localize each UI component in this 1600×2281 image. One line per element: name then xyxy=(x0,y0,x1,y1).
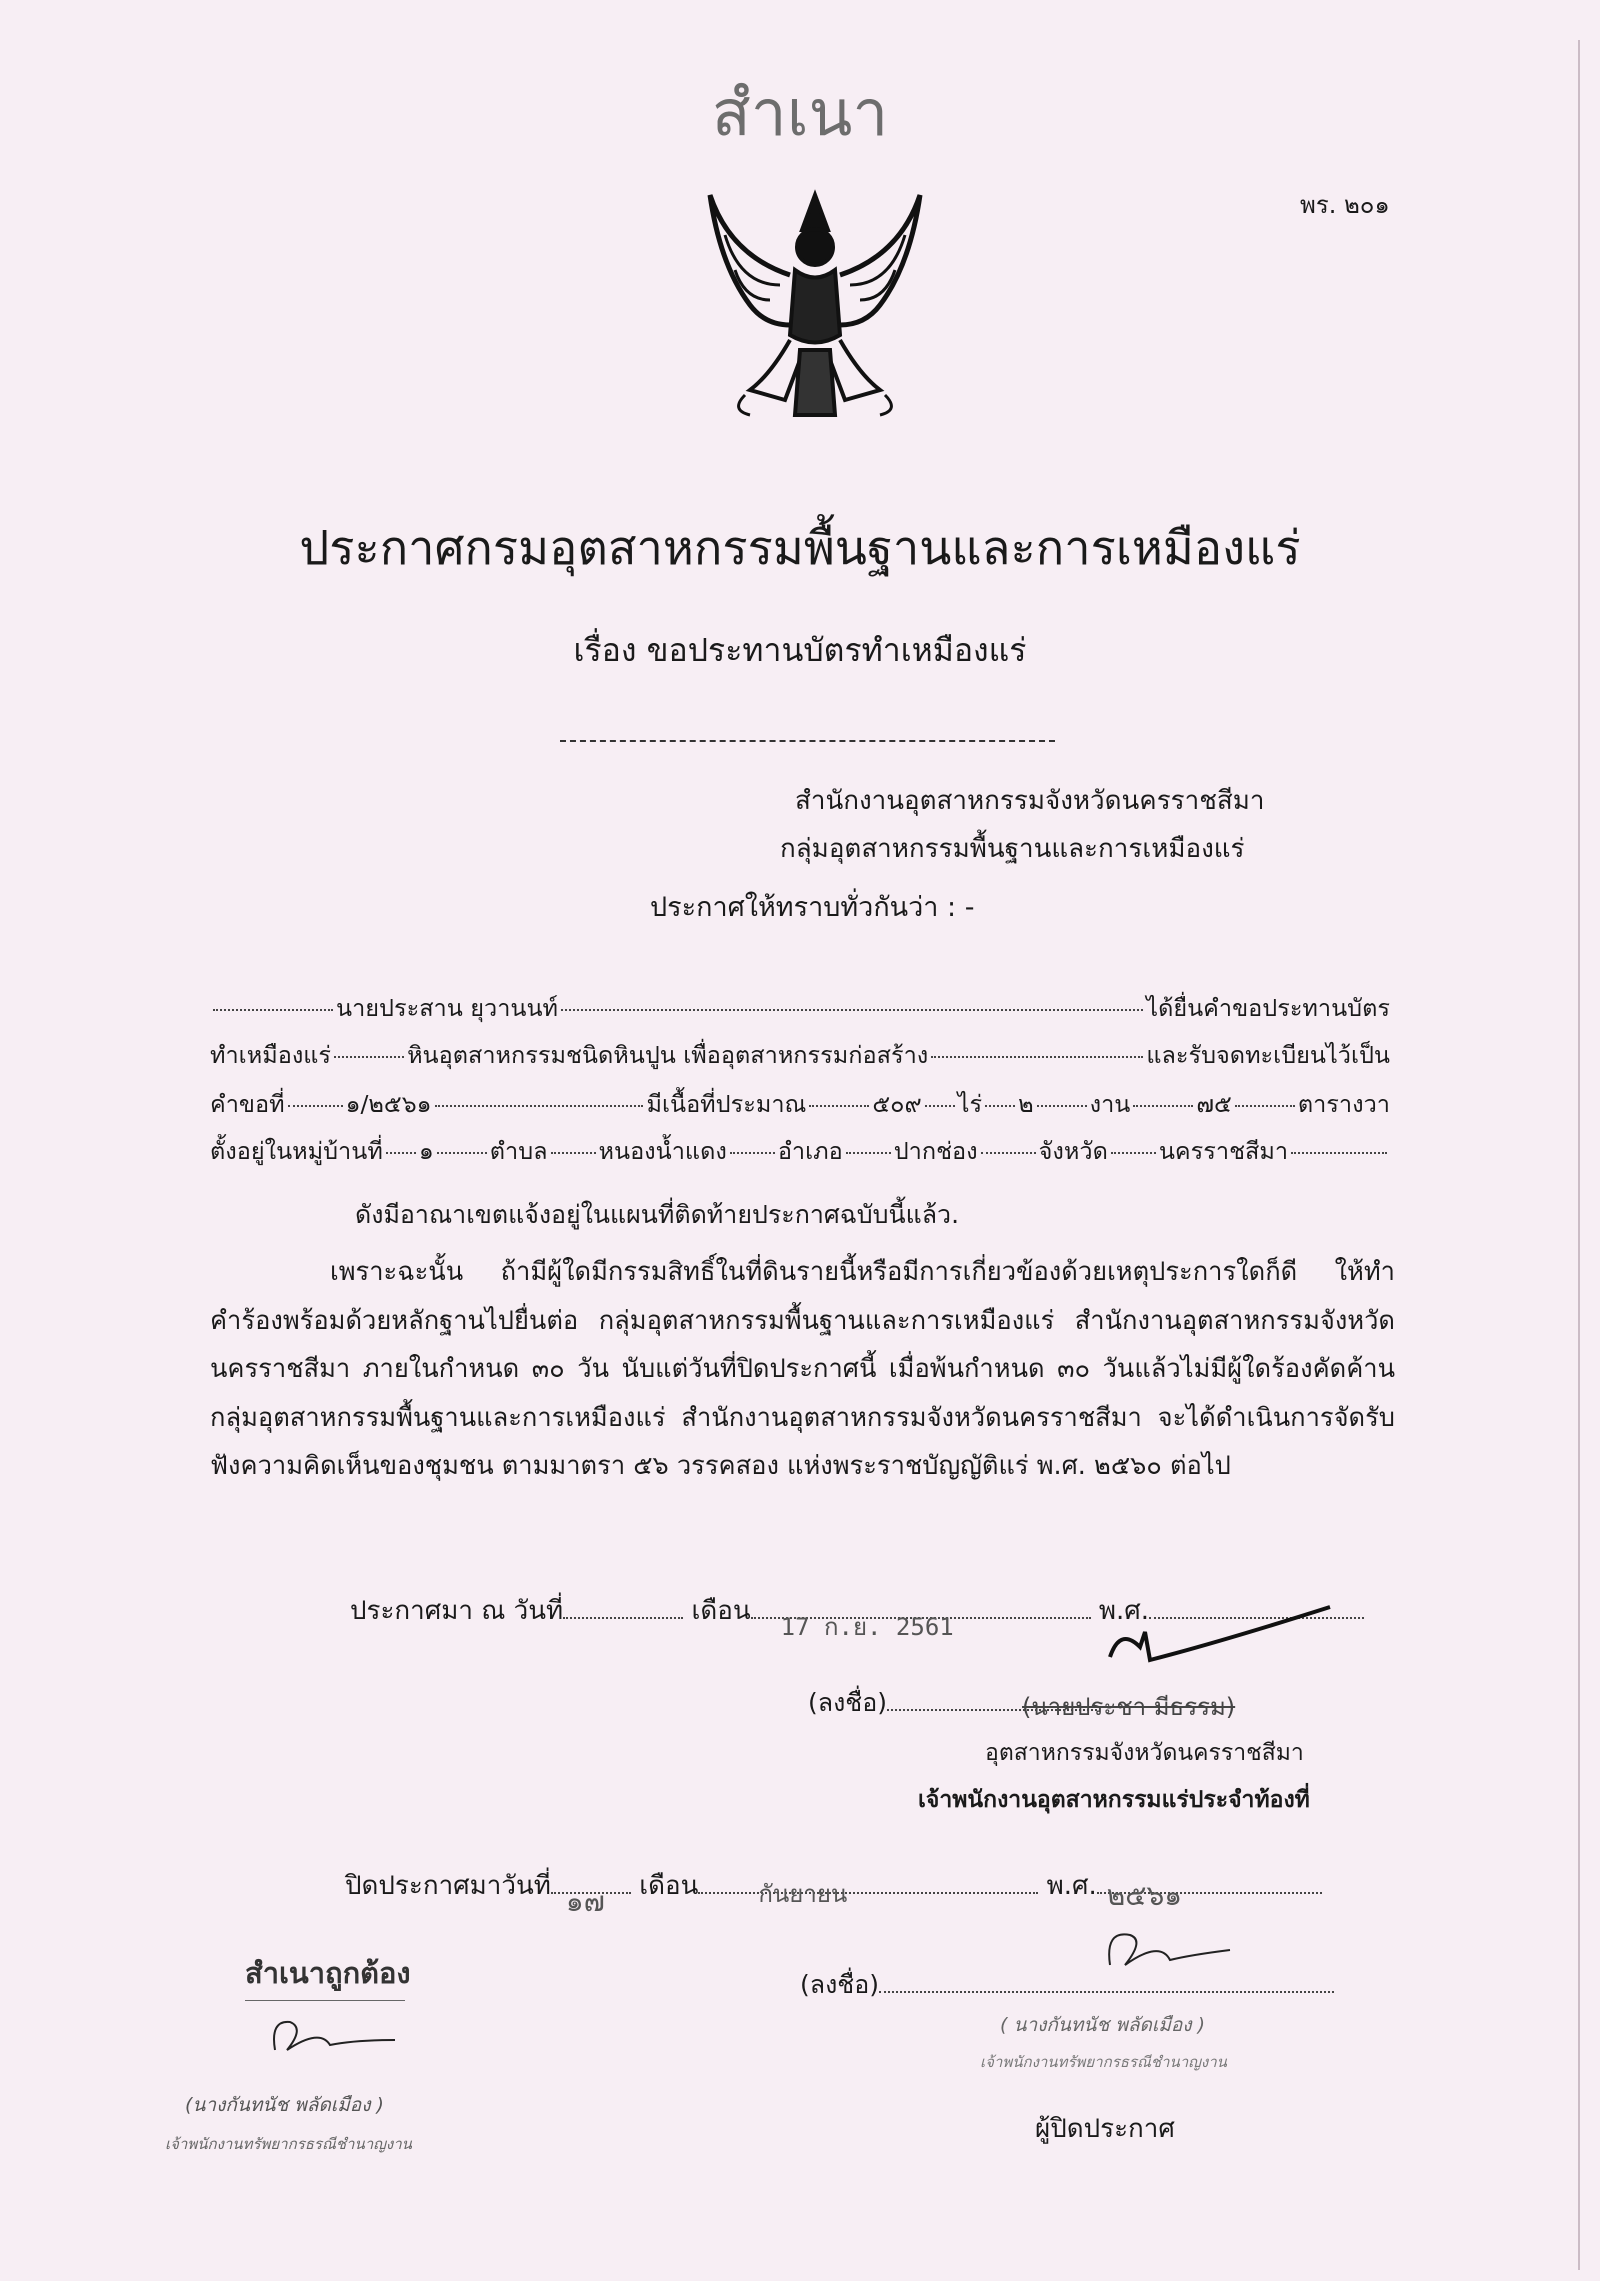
mining-label: ทำเหมืองแร่ xyxy=(210,1041,332,1069)
signature-2-position: เจ้าพนักงานทรัพยากรธรณีชำนาญงาน xyxy=(980,2053,1227,2071)
district-label: อำเภอ xyxy=(777,1137,843,1165)
signature-1-label: (ลงชื่อ) xyxy=(808,1688,888,1717)
mineral-type: หินอุตสาหกรรมชนิดหินปูน เพื่ออุตสาหกรรมก่อสร้าง xyxy=(407,1041,929,1069)
signature-2-line xyxy=(800,1965,1334,2005)
map-note: ดังมีอาณาเขตแจ้งอยู่ในแผนที่ติดท้ายประกาศฉบับนี้แล้ว. xyxy=(355,1200,960,1229)
signature-1-mark xyxy=(1100,1602,1340,1672)
office-line-1: สำนักงานอุตสาหกรรมจังหวัดนครราชสีมา xyxy=(795,786,1265,816)
certification-position: เจ้าพนักงานทรัพยากรธรณีชำนาญงาน xyxy=(165,2135,412,2153)
signature-2-role: ผู้ปิดประกาศ xyxy=(1035,2114,1175,2144)
signature-1-name: (นายประชา มีธรรม) xyxy=(1022,1693,1236,1721)
posting-year-label: พ.ศ. xyxy=(1046,1871,1097,1901)
area-ngan: ๒ xyxy=(1018,1090,1034,1118)
subdistrict-label: ตำบล xyxy=(489,1137,548,1165)
subdistrict-value: หนองน้ำแดง xyxy=(598,1137,727,1165)
detail-line-4 xyxy=(210,1133,1390,1170)
signature-2-name: ( นางกันทนัช พลัดเมือง ) xyxy=(1000,2014,1205,2036)
certified-copy-stamp: สำเนาถูกต้อง xyxy=(245,1956,411,1990)
sq-wa-label: ตารางวา xyxy=(1297,1090,1390,1118)
posting-month: กันยายน xyxy=(758,1880,848,1908)
body-paragraph-text: เพราะฉะนั้น ถ้ามีผู้ใดมีกรรมสิทธิ์ในที่ดินรายนี้หรือมีการเกี่ยวข้องด้วยเหตุประการใดก็ดี ให้ทำคำร้องพร้อมด้วยหลักฐานไปยื่นต่อ กลุ่มอุตสาหกรรมพื้นฐานและการเหมืองแร่ สำนักงานอุตสาหกรรมจังหวัดนครราชสีมา ภายในกำหนด ๓๐ วัน นับแต่วันที่ปิดประกาศนี้ เมื่อพ้นกำหนด ๓๐ วันแล้วไม่มีผู้ใดร้องคัดค้าน กลุ่มอุตสาหกรรมพื้นฐานและการเหมืองแร่ สำนักงานอุตสาหกรรมจังหวัดนครราชสีมา จะได้ดำเนินการจัดรับฟังความคิดเห็นของชุมชน ตามมาตรา ๕๖ วรรคสอง แห่งพระราชบัญญัติแร่ พ.ศ. ๒๕๖๐ ต่อไป xyxy=(210,1257,1395,1481)
posting-day: ๑๗ xyxy=(565,1885,605,1918)
divider-line xyxy=(560,740,1055,742)
province-label: จังหวัด xyxy=(1038,1137,1108,1165)
certification-name: (นางกันทนัช พลัดเมือง ) xyxy=(185,2094,384,2116)
posting-date-label: ปิดประกาศมาวันที่ xyxy=(345,1871,551,1901)
announce-date-label: ประกาศมา ณ วันที่ xyxy=(350,1596,564,1626)
office-line-2: กลุ่มอุตสาหกรรมพื้นฐานและการเหมืองแร่ xyxy=(780,834,1245,864)
certified-copy-underline xyxy=(245,2000,405,2001)
posting-date-line xyxy=(345,1865,1322,1918)
announce-intro: ประกาศให้ทราบทั่วกันว่า : - xyxy=(650,892,975,923)
request-number: ๑/๒๕๖๑ xyxy=(345,1090,432,1118)
village-number: ๑ xyxy=(418,1137,434,1165)
filed-label: ได้ยื่นคำขอประทานบัตร xyxy=(1146,994,1390,1022)
announcement-subject: เรื่อง ขอประทานบัตรทำเหมืองแร่ xyxy=(573,631,1027,669)
signature-1-position-2: เจ้าพนักงานอุตสาหกรรมแร่ประจำท้องที่ xyxy=(918,1787,1310,1813)
certification-signature-mark xyxy=(265,2010,405,2060)
announce-year-label: พ.ศ. xyxy=(1098,1596,1150,1626)
page-edge xyxy=(1578,40,1580,2270)
rai-label: ไร่ xyxy=(957,1090,983,1118)
posting-month-label: เดือน xyxy=(639,1871,699,1901)
village-label: ตั้งอยู่ในหมู่บ้านที่ xyxy=(210,1137,383,1165)
area-label: มีเนื้อที่ประมาณ xyxy=(646,1090,807,1118)
announcement-headline: ประกาศกรมอุตสาหกรรมพื้นฐานและการเหมืองแร่ xyxy=(299,521,1301,576)
district-value: ปากช่อง xyxy=(893,1137,978,1165)
signature-2-label: (ลงชื่อ) xyxy=(800,1970,880,1999)
ngan-label: งาน xyxy=(1089,1090,1131,1118)
registered-label: และรับจดทะเบียนไว้เป็น xyxy=(1146,1041,1390,1069)
applicant-name: นายประสาน ยุวานนท์ xyxy=(336,994,559,1022)
posting-year: ๒๕๖๑ xyxy=(1106,1879,1182,1912)
detail-line-1 xyxy=(210,990,1390,1027)
area-sq-wa: ๗๕ xyxy=(1196,1090,1232,1118)
garuda-emblem xyxy=(690,175,940,425)
detail-line-3 xyxy=(210,1086,1390,1123)
body-paragraph xyxy=(210,1248,1395,1491)
signature-1-position-1: อุตสาหกรรมจังหวัดนครราชสีมา xyxy=(985,1740,1304,1766)
detail-line-2 xyxy=(210,1037,1390,1074)
form-number: พร. ๒๐๑ xyxy=(1300,191,1390,219)
area-rai: ๕๐๙ xyxy=(872,1090,922,1118)
announce-month-label: เดือน xyxy=(691,1596,751,1626)
copy-stamp-title: สำเนา xyxy=(711,77,889,151)
received-date-stamp: 17 ก.ย. 2561 xyxy=(780,1613,954,1641)
request-label: คำขอที่ xyxy=(210,1090,285,1118)
province-value: นครราชสีมา xyxy=(1158,1137,1289,1165)
